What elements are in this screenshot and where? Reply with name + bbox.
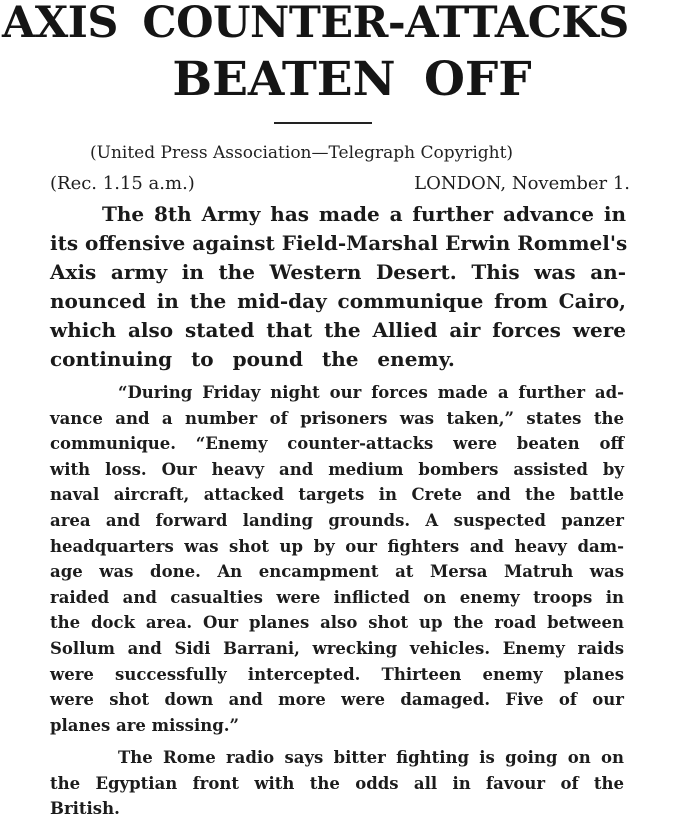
closing-line: the Egyptian front with the odds all in favour of the (50, 773, 624, 793)
lead-paragraph (50, 200, 626, 374)
body-line: vance and a number of prisoners was taken,” states the (50, 408, 624, 428)
lead-line: Axis army in the Western Desert. This was an- (50, 260, 626, 284)
body-line: naval aircraft, attacked targets in Crete and the battle (50, 485, 624, 505)
lead-line: which also stated that the Allied air forces were (50, 318, 626, 342)
body-line: area and forward landing grounds. A suspected panzer (50, 510, 624, 530)
body-line: with loss. Our heavy and medium bombers assisted by (50, 459, 624, 479)
closing-line: British. (50, 799, 120, 819)
body-line: communique. “Enemy counter-attacks were beaten off (50, 434, 624, 454)
body-line: were shot down and more were damaged. Five of our (50, 690, 624, 710)
body-line: headquarters was shot up by our fighters and heavy dam- (50, 536, 624, 556)
wire-credit: (United Press Association—Telegraph Copyright) (90, 143, 514, 163)
location-date: LONDON, November 1. (414, 173, 630, 194)
body-line: were successfully intercepted. Thirteen enemy planes (50, 664, 624, 684)
lead-line: its offensive against Field-Marshal Erwin Rommel's (50, 231, 628, 255)
body-line: planes are missing.” (50, 715, 239, 735)
closing-paragraph (50, 745, 624, 822)
lead-line: The 8th Army has made a further advance in (102, 202, 626, 226)
lead-line: continuing to pound the enemy. (50, 347, 455, 371)
received-time: (Rec. 1.15 a.m.) (50, 173, 195, 194)
lead-line: nounced in the mid-day communique from Cairo, (50, 289, 626, 313)
body-line: “During Friday night our forces made a further ad- (118, 383, 624, 402)
headline-divider (274, 122, 372, 124)
body-line: Sollum and Sidi Barrani, wrecking vehicles. Enemy raids (50, 638, 624, 658)
closing-line: The Rome radio says bitter fighting is going on on (118, 748, 624, 767)
communique-paragraph (50, 380, 624, 738)
headline-line-2: BEATEN OFF (172, 52, 532, 107)
body-line: age was done. An encampment at Mersa Matruh was (50, 562, 624, 582)
headline-line-1: AXIS COUNTER-ATTACKS (2, 0, 629, 48)
body-line: raided and casualties were inflicted on enemy troops in (50, 587, 624, 607)
body-line: the dock area. Our planes also shot up the road between (50, 613, 624, 633)
